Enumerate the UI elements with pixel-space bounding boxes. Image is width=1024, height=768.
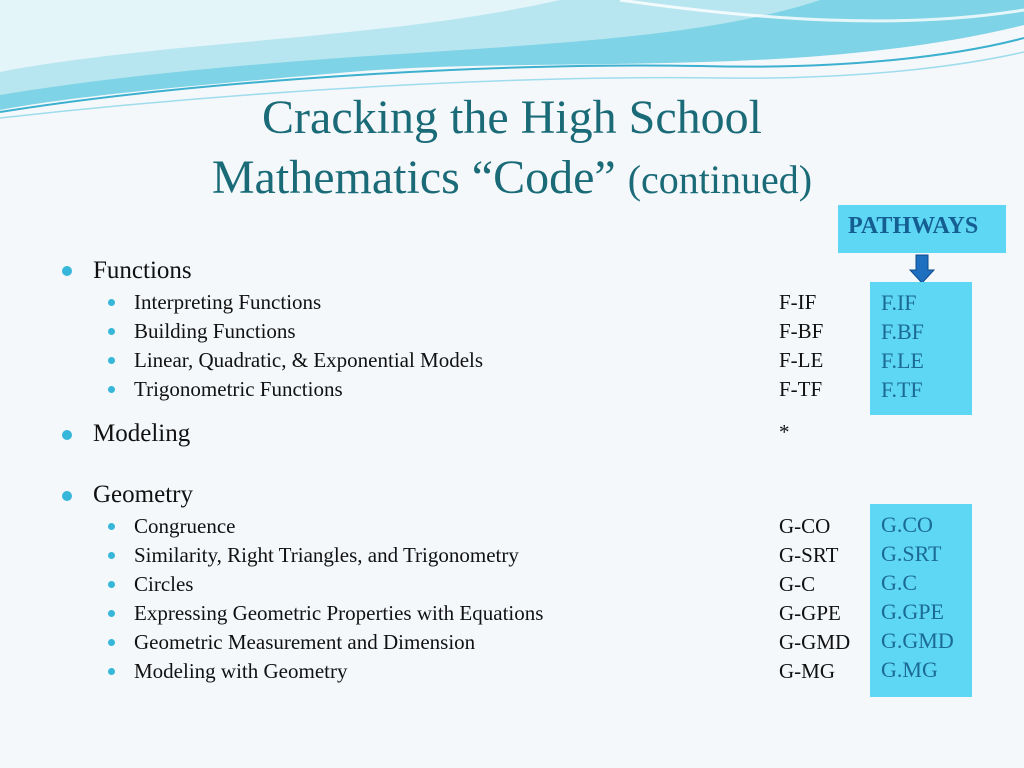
bullet-icon xyxy=(62,430,72,440)
bullet-icon xyxy=(62,491,72,501)
bullet-icon xyxy=(108,299,115,306)
standard-code: G-CO xyxy=(779,514,831,538)
bullet-icon xyxy=(108,386,115,393)
standard-code: F-TF xyxy=(779,377,823,401)
standard-code: G-GMD xyxy=(779,630,851,654)
standard-code: G-C xyxy=(779,572,816,596)
bullet-icon xyxy=(108,610,115,617)
standard-code: F-BF xyxy=(779,319,824,343)
bullet-icon xyxy=(62,266,72,276)
pathway-code: F.TF xyxy=(881,377,923,402)
pathway-box-functions xyxy=(870,282,972,415)
list-item: Geometric Measurement and Dimension xyxy=(134,630,476,654)
bullet-icon xyxy=(108,639,115,646)
pathway-code: F.BF xyxy=(881,319,924,344)
pathway-code: F.IF xyxy=(881,290,917,315)
list-item: Congruence xyxy=(134,514,236,538)
arrow-down-icon xyxy=(909,254,935,284)
list-item: Circles xyxy=(134,572,194,596)
list-item: Similarity, Right Triangles, and Trigonometry xyxy=(134,543,519,567)
list-item: Modeling with Geometry xyxy=(134,659,348,683)
list-item: Expressing Geometric Properties with Equations xyxy=(134,601,544,625)
standard-code: F-LE xyxy=(779,348,824,372)
title-main: Mathematics “Code” xyxy=(211,151,616,204)
pathway-code: G.MG xyxy=(881,657,938,682)
pathway-code: G.GMD xyxy=(881,628,954,653)
bullet-icon xyxy=(108,523,115,530)
list-item: Interpreting Functions xyxy=(134,290,322,314)
bullet-icon xyxy=(108,581,115,588)
standard-code: G-MG xyxy=(779,659,835,683)
bullet-icon xyxy=(108,552,115,559)
standard-code: G-SRT xyxy=(779,543,839,567)
list-item: Building Functions xyxy=(134,319,296,343)
pathway-code: F.LE xyxy=(881,348,924,373)
bullet-icon xyxy=(108,668,115,675)
standard-code: F-IF xyxy=(779,290,817,314)
section-modeling: Modeling xyxy=(93,420,191,447)
pathway-code: G.CO xyxy=(881,512,933,537)
pathway-code: G.C xyxy=(881,570,918,595)
pathway-box-geometry xyxy=(870,504,972,697)
pathways-header: PATHWAYS xyxy=(838,205,1006,253)
pathway-code: G.SRT xyxy=(881,541,942,566)
section-geometry: Geometry xyxy=(93,481,193,508)
list-item: Linear, Quadratic, & Exponential Models xyxy=(134,348,484,372)
bullet-icon xyxy=(108,328,115,335)
section-functions: Functions xyxy=(93,257,192,284)
bullet-icon xyxy=(108,357,115,364)
list-item: Trigonometric Functions xyxy=(134,377,343,401)
standard-code: * xyxy=(779,420,790,444)
title-line-1: Cracking the High School xyxy=(262,91,762,144)
pathway-code: G.GPE xyxy=(881,599,944,624)
title-line-2 xyxy=(0,148,1024,210)
standard-code: G-GPE xyxy=(779,601,841,625)
title-continued: (continued) xyxy=(627,157,813,202)
slide-title xyxy=(0,88,1024,210)
